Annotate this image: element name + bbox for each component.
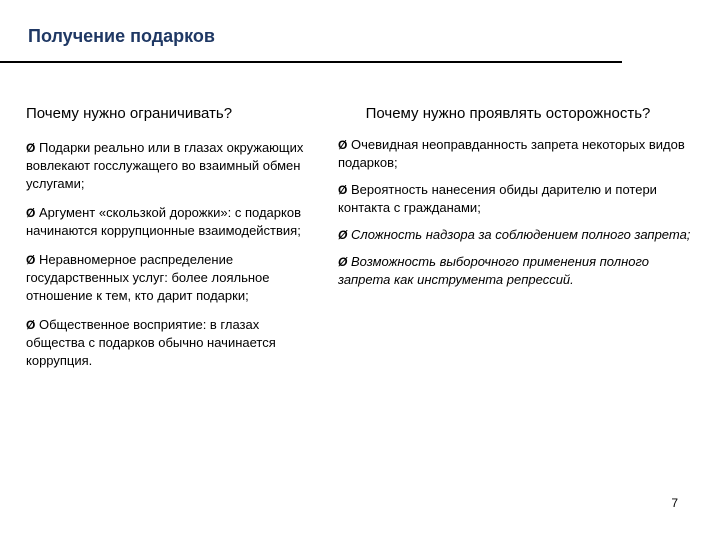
left-column: [26, 104, 306, 381]
arrow-bullet-icon: Ø: [338, 138, 348, 152]
left-bullet-text: Аргумент «скользкой дорожки»: с подарков начинаются коррупционные взаимодействия;: [26, 205, 301, 238]
left-bullet-text: Подарки реально или в глазах окружающих вовлекают госслужащего во взаимный обмен услугами;: [26, 140, 304, 191]
page-number: 7: [671, 496, 678, 510]
right-bullet-text: Возможность выборочного применения полного запрета как инструмента репрессий.: [338, 254, 649, 287]
right-bullet-item: [338, 181, 698, 217]
left-bullet-text: Неравномерное распределение государственных услуг: более лояльное отношение к тем, кто дарит подарки;: [26, 252, 270, 303]
right-bullet-text: Сложность надзора за соблюдением полного запрета;: [350, 227, 691, 242]
arrow-bullet-icon: Ø: [26, 318, 36, 332]
title-divider: [0, 61, 622, 63]
right-column-heading: Почему нужно проявлять осторожность?: [365, 105, 651, 122]
arrow-bullet-icon: Ø: [338, 183, 348, 197]
right-bullet-text: Очевидная неоправданность запрета некоторых видов подарков;: [338, 137, 685, 170]
arrow-bullet-icon: Ø: [338, 228, 348, 242]
left-bullet-item: [26, 251, 306, 305]
arrow-bullet-icon: Ø: [338, 255, 348, 269]
left-bullet-item: [26, 139, 306, 193]
left-bullet-item: [26, 204, 306, 240]
left-column-heading: Почему нужно ограничивать?: [26, 105, 233, 122]
right-bullet-item: [338, 226, 698, 244]
left-bullet-text: Общественное восприятие: в глазах общества с подарков обычно начинается коррупция.: [26, 317, 276, 368]
arrow-bullet-icon: Ø: [26, 206, 36, 220]
right-column: [338, 104, 698, 298]
left-bullet-list: [26, 139, 306, 370]
right-bullet-text: Вероятность нанесения обиды дарителю и потери контакта с гражданами;: [338, 182, 657, 215]
right-bullet-item: [338, 136, 698, 172]
left-bullet-item: [26, 316, 306, 370]
arrow-bullet-icon: Ø: [26, 141, 36, 155]
right-bullet-list: [338, 136, 698, 289]
slide-title: Получение подарков: [28, 26, 215, 46]
arrow-bullet-icon: Ø: [26, 253, 36, 267]
right-bullet-item: [338, 253, 698, 289]
